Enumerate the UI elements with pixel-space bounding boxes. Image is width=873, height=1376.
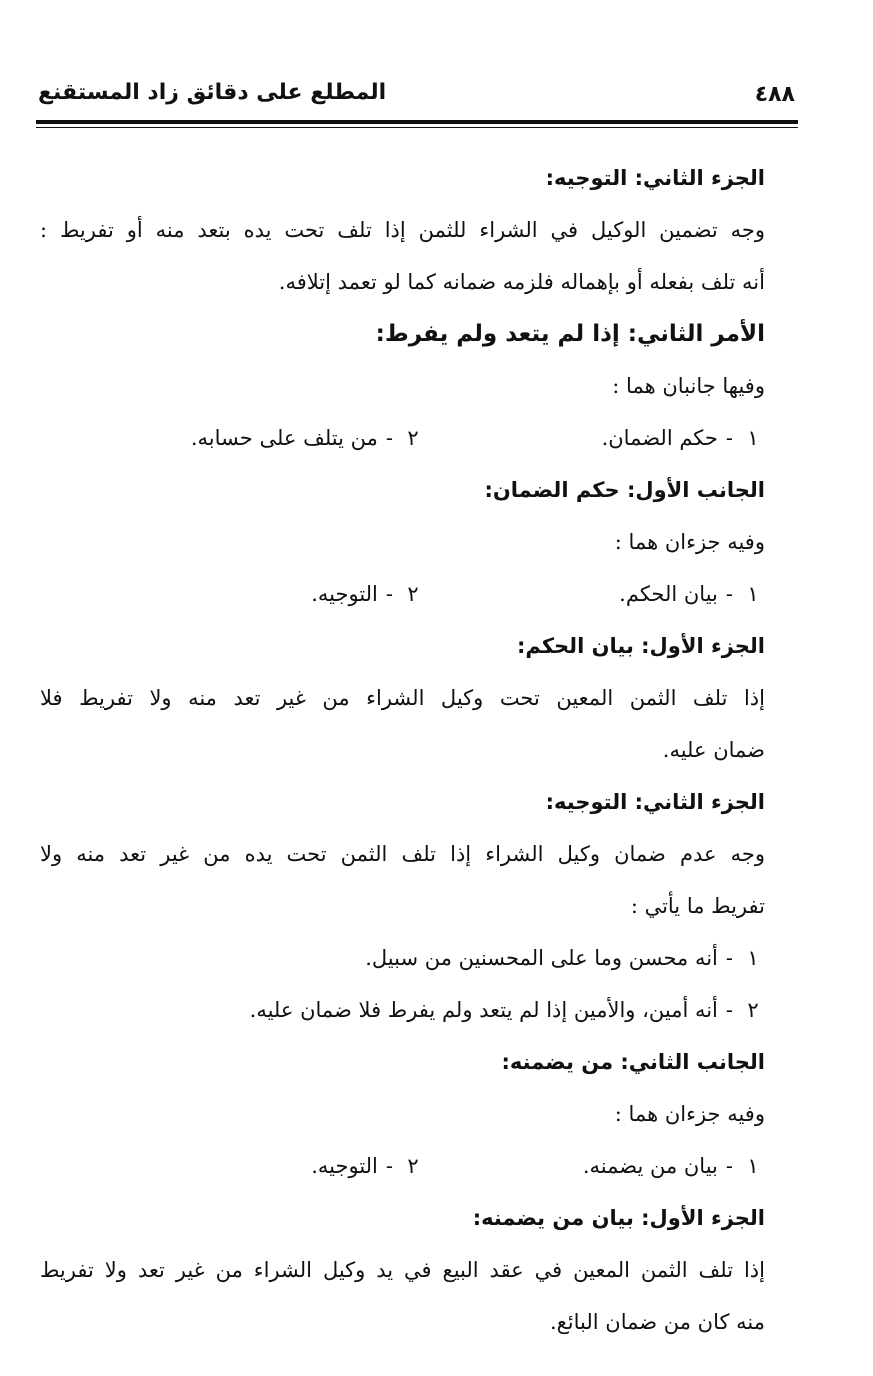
paragraph-line: تفريط ما يأتي : (630, 894, 765, 918)
numbered-list (40, 568, 765, 620)
intro-line: وفيه جزءان هما : (614, 530, 765, 554)
section-heading: الجزء الأول: بيان من يضمنه: (472, 1206, 765, 1230)
list-item: ٢-التوجيه. (311, 582, 419, 606)
paragraph-line: ضمان عليه. (662, 738, 765, 762)
paragraph-line: وجه تضمين الوكيل في الشراء للثمن إذا تلف تحت يده بتعد منه أو تفريط : (40, 218, 765, 242)
list-item: ١-أنه محسن وما على المحسنين من سبيل. (365, 946, 759, 970)
section-heading: الأمر الثاني: إذا لم يتعد ولم يفرط: (375, 321, 765, 347)
page-number: ٤٨٨ (754, 82, 795, 107)
section-heading: الجانب الأول: حكم الضمان: (484, 478, 765, 502)
paragraph-line: وجه عدم ضمان وكيل الشراء إذا تلف الثمن تحت يده من غير تعد منه ولا (40, 842, 765, 866)
page-body (40, 152, 765, 1348)
numbered-list (40, 1140, 765, 1192)
list-item: ١-بيان الحكم. (619, 582, 759, 606)
list-item: ٢-أنه أمين، والأمين إذا لم يتعد ولم يفرط فلا ضمان عليه. (249, 998, 759, 1022)
section-heading: الجزء الأول: بيان الحكم: (516, 634, 765, 658)
list-item: ٢-من يتلف على حسابه. (190, 426, 419, 450)
page-header (38, 80, 795, 120)
book-title: المطلع على دقائق زاد المستقنع (38, 80, 387, 105)
list-item: ١-حكم الضمان. (601, 426, 759, 450)
section-heading: الجزء الثاني: التوجيه: (545, 166, 765, 190)
numbered-list (40, 412, 765, 464)
section-heading: الجانب الثاني: من يضمنه: (501, 1050, 765, 1074)
paragraph-line: إذا تلف الثمن المعين تحت وكيل الشراء من غير تعد منه ولا تفريط فلا (40, 686, 765, 710)
section-heading: الجزء الثاني: التوجيه: (545, 790, 765, 814)
intro-line: وفيه جزءان هما : (614, 1102, 765, 1126)
paragraph-line: إذا تلف الثمن المعين في عقد البيع في يد وكيل الشراء من غير تعد ولا تفريط (40, 1258, 765, 1282)
list-item: ١-بيان من يضمنه. (582, 1154, 759, 1178)
paragraph-line: منه كان من ضمان البائع. (549, 1310, 765, 1334)
paragraph-line: أنه تلف بفعله أو بإهماله فلزمه ضمانه كما لو تعمد إتلافه. (278, 270, 765, 294)
list-item: ٢-التوجيه. (311, 1154, 419, 1178)
intro-line: وفيها جانبان هما : (612, 374, 765, 398)
header-rule-thick (36, 120, 798, 124)
header-rule-thin (36, 127, 798, 128)
